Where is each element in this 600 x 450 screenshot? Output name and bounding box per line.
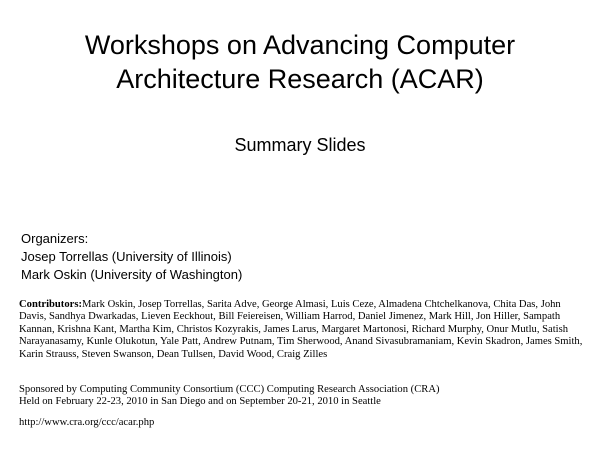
website-url: http://www.cra.org/ccc/acar.php [19,417,155,428]
slide-title-line-1: Workshops on Advancing Computer [84,30,516,60]
slide-subtitle: Summary Slides [234,135,366,155]
organizer-name: Josep Torrellas (University of Illinois) [21,249,232,264]
contributors-block [19,299,584,361]
slide-title-line-2: Architecture Research (ACAR) [116,64,484,94]
slide-title [20,28,580,96]
sponsor-block [19,384,589,409]
sponsor-line: Sponsored by Computing Community Consortium (CCC) Computing Research Association (CRA) [19,384,440,395]
event-dates-line: Held on February 22-23, 2010 in San Diego and on September 20-21, 2010 in Seattle [19,396,381,408]
organizers-block [21,230,242,284]
organizers-heading: Organizers: [21,231,89,246]
contributors-label: Contributors: [19,299,82,310]
organizer-name: Mark Oskin (University of Washington) [21,267,243,282]
contributors-names: Mark Oskin, Josep Torrellas, Sarita Adve, George Almasi, Luis Ceze, Almadena Chtchelkanova, Chita Das, John Davis, Sandhya Dwarkadas, Lieven Eeckhout, Bill Feiereisen, William Harrod, Daniel Jimenez, Mark Hill, Jon Hiller, Sampath Kannan, Krishna Kant, Martha Kim, Christos Kozyrakis, James Larus, Margaret Martonosi, Richard Murphy, Onur Mutlu, Satish Narayanasamy, Kunle Olukotun, Yale Patt, Andrew Putnam, Tim Sherwood, Anand Sivasubramaniam, Kevin Skadron, James Smith, Karin Strauss, Steven Swanson, Dean Tullsen, David Wood, Craig Zilles [19,299,583,360]
